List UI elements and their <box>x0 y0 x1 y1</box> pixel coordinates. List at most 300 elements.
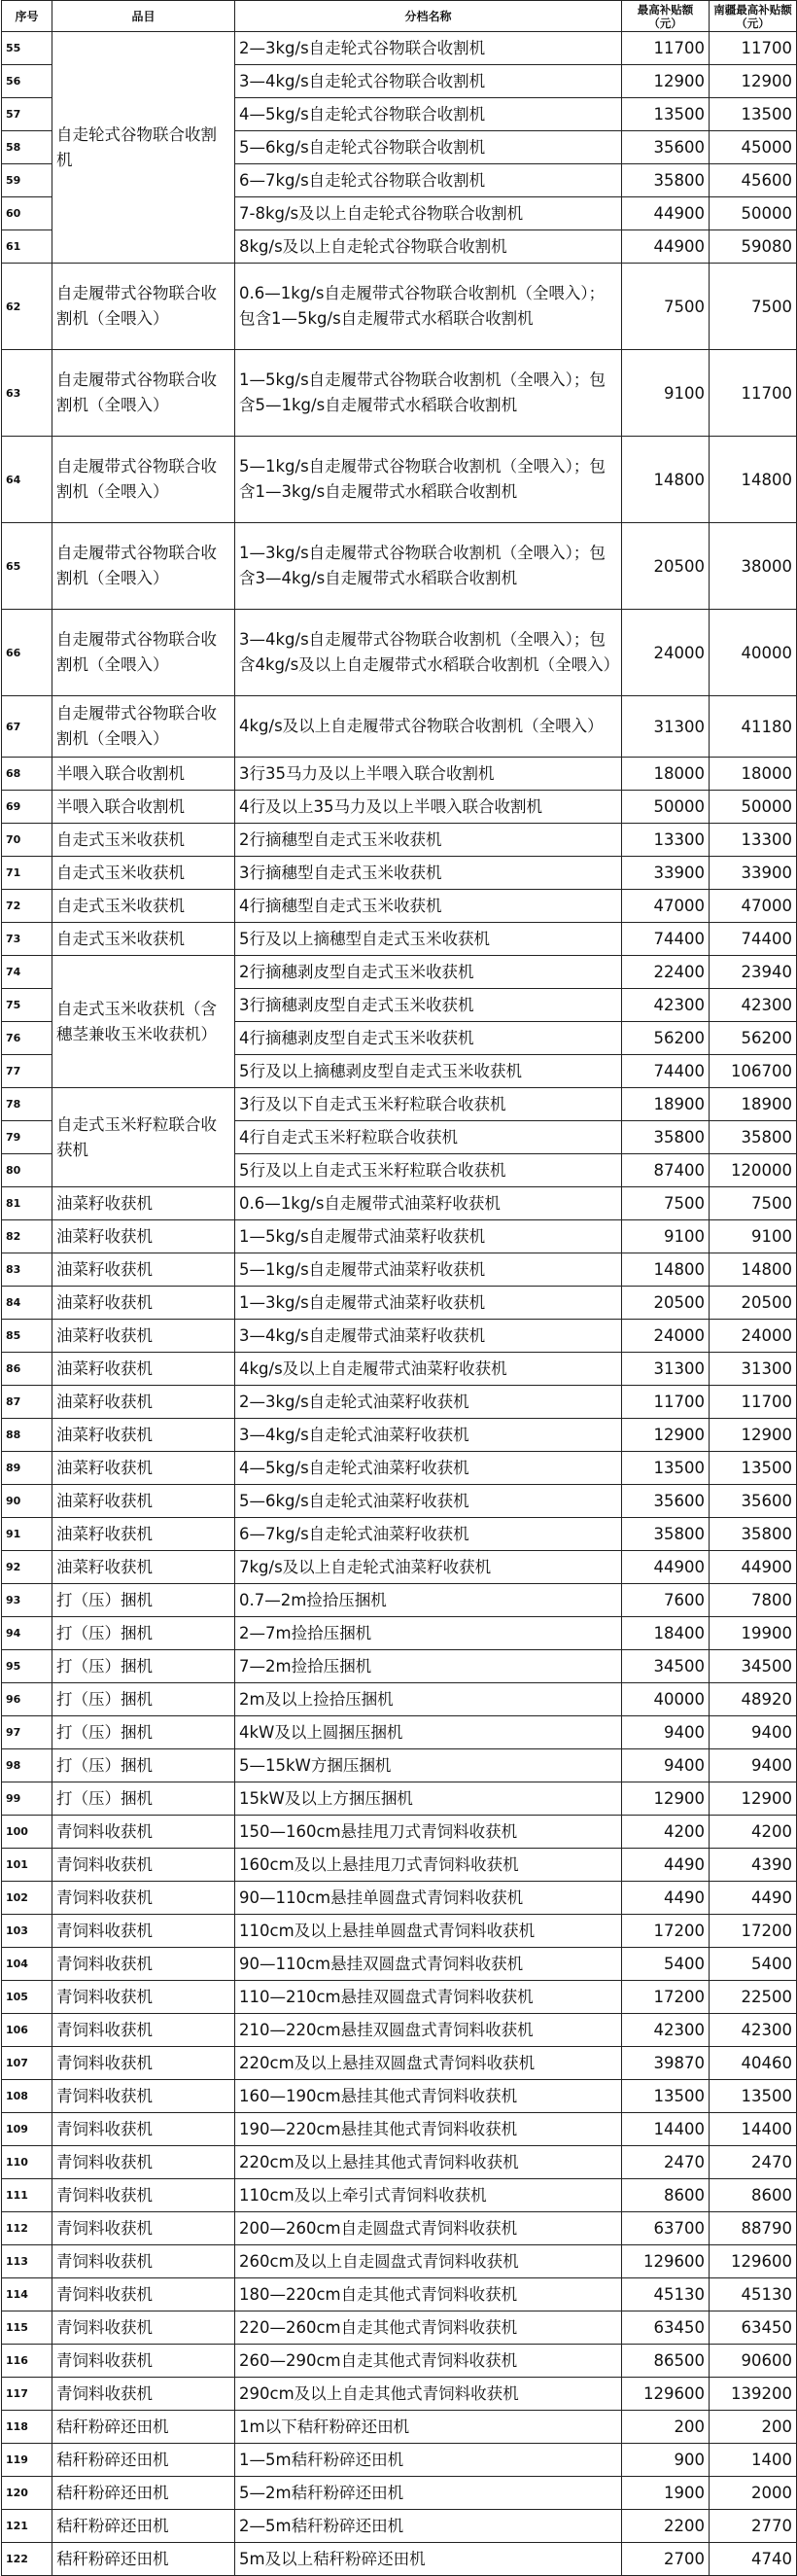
row-xinjiang-max: 139200 <box>710 2378 797 2411</box>
row-seq: 59 <box>2 164 52 197</box>
row-xinjiang-max: 120000 <box>710 1154 797 1187</box>
row-xinjiang-max: 12900 <box>710 65 797 98</box>
row-seq: 100 <box>2 1816 52 1849</box>
table-row <box>2 2278 797 2311</box>
row-spec: 4kg/s及以上自走履带式油菜籽收获机 <box>235 1353 622 1386</box>
row-product: 打（压）捆机 <box>52 1584 235 1617</box>
row-spec: 220cm及以上悬挂双圆盘式青饲料收获机 <box>235 2047 622 2080</box>
row-seq: 118 <box>2 2411 52 2444</box>
row-xinjiang-max: 14400 <box>710 2113 797 2146</box>
row-seq: 69 <box>2 791 52 824</box>
row-seq: 115 <box>2 2311 52 2345</box>
table-row <box>2 264 797 350</box>
row-seq: 105 <box>2 1981 52 2014</box>
table-row <box>2 824 797 857</box>
row-xinjiang-max: 4200 <box>710 1816 797 1849</box>
row-product: 青饲料收获机 <box>52 1948 235 1981</box>
table-row <box>2 2543 797 2576</box>
row-xinjiang-max: 48920 <box>710 1683 797 1716</box>
table-row <box>2 857 797 890</box>
row-seq: 80 <box>2 1154 52 1187</box>
row-max-subsidy: 2700 <box>622 2543 710 2576</box>
row-spec: 7—2m捡拾压捆机 <box>235 1650 622 1683</box>
row-spec: 4行摘穗剥皮型自走式玉米收获机 <box>235 1022 622 1055</box>
row-seq: 92 <box>2 1551 52 1584</box>
row-max-subsidy: 47000 <box>622 890 710 923</box>
table-row <box>2 923 797 956</box>
row-product: 秸秆粉碎还田机 <box>52 2510 235 2543</box>
row-product: 自走履带式谷物联合收割机（全喂入） <box>52 264 235 350</box>
row-xinjiang-max: 11700 <box>710 350 797 437</box>
row-spec: 1—3kg/s自走履带式谷物联合收割机（全喂入）；包含3—4kg/s自走履带式水稻联合收割机 <box>235 523 622 610</box>
row-spec: 3行摘穗型自走式玉米收获机 <box>235 857 622 890</box>
row-seq: 87 <box>2 1386 52 1419</box>
row-seq: 56 <box>2 65 52 98</box>
row-spec: 4kW及以上圆捆压捆机 <box>235 1716 622 1749</box>
row-xinjiang-max: 13500 <box>710 98 797 131</box>
table-row <box>2 2047 797 2080</box>
row-max-subsidy: 50000 <box>622 791 710 824</box>
row-product: 油菜籽收获机 <box>52 1187 235 1220</box>
table-row <box>2 2411 797 2444</box>
table-row <box>2 2212 797 2245</box>
row-max-subsidy: 20500 <box>622 523 710 610</box>
row-xinjiang-max: 9100 <box>710 1220 797 1253</box>
row-seq: 91 <box>2 1518 52 1551</box>
row-xinjiang-max: 35800 <box>710 1121 797 1154</box>
table-row <box>2 2510 797 2543</box>
row-max-subsidy: 42300 <box>622 989 710 1022</box>
row-xinjiang-max: 2000 <box>710 2477 797 2510</box>
row-seq: 62 <box>2 264 52 350</box>
row-product: 半喂入联合收割机 <box>52 758 235 791</box>
row-xinjiang-max: 34500 <box>710 1650 797 1683</box>
row-xinjiang-max: 44900 <box>710 1551 797 1584</box>
table-row <box>2 1816 797 1849</box>
header-seq: 序号 <box>2 1 52 32</box>
row-max-subsidy: 22400 <box>622 956 710 989</box>
table-row <box>2 1948 797 1981</box>
table-row <box>2 1518 797 1551</box>
row-xinjiang-max: 41180 <box>710 696 797 758</box>
row-spec: 6—7kg/s自走轮式谷物联合收割机 <box>235 164 622 197</box>
row-spec: 1—3kg/s自走履带式油菜籽收获机 <box>235 1287 622 1320</box>
row-xinjiang-max: 42300 <box>710 989 797 1022</box>
row-seq: 96 <box>2 1683 52 1716</box>
row-product: 青饲料收获机 <box>52 2212 235 2245</box>
row-xinjiang-max: 4390 <box>710 1849 797 1882</box>
row-product: 青饲料收获机 <box>52 1816 235 1849</box>
row-product: 青饲料收获机 <box>52 2146 235 2179</box>
row-max-subsidy: 39870 <box>622 2047 710 2080</box>
row-product: 青饲料收获机 <box>52 2378 235 2411</box>
row-xinjiang-max: 12900 <box>710 1782 797 1816</box>
row-product: 打（压）捆机 <box>52 1683 235 1716</box>
row-seq: 103 <box>2 1915 52 1948</box>
row-xinjiang-max: 9400 <box>710 1716 797 1749</box>
row-spec: 160cm及以上悬挂甩刀式青饲料收获机 <box>235 1849 622 1882</box>
row-xinjiang-max: 56200 <box>710 1022 797 1055</box>
row-product: 自走式玉米收获机 <box>52 857 235 890</box>
row-xinjiang-max: 106700 <box>710 1055 797 1088</box>
row-seq: 98 <box>2 1749 52 1782</box>
row-seq: 81 <box>2 1187 52 1220</box>
row-xinjiang-max: 42300 <box>710 2014 797 2047</box>
row-product: 自走履带式谷物联合收割机（全喂入） <box>52 350 235 437</box>
row-product: 秸秆粉碎还田机 <box>52 2477 235 2510</box>
row-spec: 5—6kg/s自走轮式油菜籽收获机 <box>235 1485 622 1518</box>
row-xinjiang-max: 35600 <box>710 1485 797 1518</box>
table-row <box>2 523 797 610</box>
row-product: 自走履带式谷物联合收割机（全喂入） <box>52 696 235 758</box>
row-spec: 180—220cm自走其他式青饲料收获机 <box>235 2278 622 2311</box>
row-spec: 3—4kg/s自走履带式油菜籽收获机 <box>235 1320 622 1353</box>
row-seq: 74 <box>2 956 52 989</box>
row-max-subsidy: 7600 <box>622 1584 710 1617</box>
row-max-subsidy: 87400 <box>622 1154 710 1187</box>
row-spec: 220cm及以上悬挂其他式青饲料收获机 <box>235 2146 622 2179</box>
row-seq: 58 <box>2 131 52 164</box>
row-max-subsidy: 5400 <box>622 1948 710 1981</box>
row-spec: 4行自走式玉米籽粒联合收获机 <box>235 1121 622 1154</box>
row-spec: 1—5kg/s自走履带式油菜籽收获机 <box>235 1220 622 1253</box>
row-seq: 122 <box>2 2543 52 2576</box>
row-seq: 110 <box>2 2146 52 2179</box>
row-max-subsidy: 35800 <box>622 164 710 197</box>
row-max-subsidy: 18000 <box>622 758 710 791</box>
row-spec: 110cm及以上悬挂单圆盘式青饲料收获机 <box>235 1915 622 1948</box>
row-max-subsidy: 35800 <box>622 1121 710 1154</box>
row-seq: 109 <box>2 2113 52 2146</box>
table-row <box>2 437 797 523</box>
row-spec: 110cm及以上牵引式青饲料收获机 <box>235 2179 622 2212</box>
row-max-subsidy: 7500 <box>622 1187 710 1220</box>
table-row <box>2 2179 797 2212</box>
row-spec: 3—4kg/s自走轮式油菜籽收获机 <box>235 1419 622 1452</box>
row-product: 青饲料收获机 <box>52 1849 235 1882</box>
row-max-subsidy: 14800 <box>622 1253 710 1287</box>
row-spec: 260—290cm自走其他式青饲料收获机 <box>235 2345 622 2378</box>
row-xinjiang-max: 17200 <box>710 1915 797 1948</box>
row-product: 自走履带式谷物联合收割机（全喂入） <box>52 610 235 696</box>
row-spec: 160—190cm悬挂其他式青饲料收获机 <box>235 2080 622 2113</box>
row-seq: 84 <box>2 1287 52 1320</box>
row-max-subsidy: 11700 <box>622 1386 710 1419</box>
row-max-subsidy: 9100 <box>622 1220 710 1253</box>
row-xinjiang-max: 50000 <box>710 791 797 824</box>
row-product: 青饲料收获机 <box>52 2179 235 2212</box>
row-xinjiang-max: 31300 <box>710 1353 797 1386</box>
row-xinjiang-max: 2770 <box>710 2510 797 2543</box>
row-max-subsidy: 11700 <box>622 32 710 65</box>
row-xinjiang-max: 12900 <box>710 1419 797 1452</box>
row-xinjiang-max: 18900 <box>710 1088 797 1121</box>
header-product: 品目 <box>52 1 235 32</box>
row-product: 自走式玉米收获机 <box>52 923 235 956</box>
row-spec: 220—260cm自走其他式青饲料收获机 <box>235 2311 622 2345</box>
table-row <box>2 1882 797 1915</box>
row-product: 青饲料收获机 <box>52 2047 235 2080</box>
row-spec: 0.7—2m捡拾压捆机 <box>235 1584 622 1617</box>
row-xinjiang-max: 63450 <box>710 2311 797 2345</box>
table-row <box>2 1419 797 1452</box>
row-xinjiang-max: 19900 <box>710 1617 797 1650</box>
row-product: 青饲料收获机 <box>52 1882 235 1915</box>
row-max-subsidy: 74400 <box>622 1055 710 1088</box>
row-xinjiang-max: 8600 <box>710 2179 797 2212</box>
row-xinjiang-max: 7500 <box>710 1187 797 1220</box>
table-row <box>2 1617 797 1650</box>
row-product: 油菜籽收获机 <box>52 1353 235 1386</box>
table-row <box>2 890 797 923</box>
row-xinjiang-max: 88790 <box>710 2212 797 2245</box>
row-max-subsidy: 14800 <box>622 437 710 523</box>
row-max-subsidy: 9400 <box>622 1749 710 1782</box>
table-row <box>2 2444 797 2477</box>
row-seq: 121 <box>2 2510 52 2543</box>
subsidy-table <box>1 0 797 2576</box>
row-seq: 67 <box>2 696 52 758</box>
row-seq: 99 <box>2 1782 52 1816</box>
row-product: 秸秆粉碎还田机 <box>52 2444 235 2477</box>
row-spec: 5—1kg/s自走履带式油菜籽收获机 <box>235 1253 622 1287</box>
row-max-subsidy: 56200 <box>622 1022 710 1055</box>
row-max-subsidy: 86500 <box>622 2345 710 2378</box>
row-spec: 4kg/s及以上自走履带式谷物联合收割机（全喂入） <box>235 696 622 758</box>
table-row <box>2 2146 797 2179</box>
table-row <box>2 1452 797 1485</box>
row-max-subsidy: 7500 <box>622 264 710 350</box>
table-row <box>2 1782 797 1816</box>
table-row <box>2 1650 797 1683</box>
row-seq: 85 <box>2 1320 52 1353</box>
row-max-subsidy: 200 <box>622 2411 710 2444</box>
row-spec: 90—110cm悬挂双圆盘式青饲料收获机 <box>235 1948 622 1981</box>
row-seq: 61 <box>2 230 52 264</box>
row-seq: 102 <box>2 1882 52 1915</box>
table-row <box>2 1353 797 1386</box>
row-seq: 90 <box>2 1485 52 1518</box>
row-xinjiang-max: 9400 <box>710 1749 797 1782</box>
row-xinjiang-max: 90600 <box>710 2345 797 2378</box>
table-row <box>2 1220 797 1253</box>
row-spec: 290cm及以上自走其他式青饲料收获机 <box>235 2378 622 2411</box>
row-spec: 1—5m秸秆粉碎还田机 <box>235 2444 622 2477</box>
row-xinjiang-max: 59080 <box>710 230 797 264</box>
row-xinjiang-max: 4490 <box>710 1882 797 1915</box>
row-max-subsidy: 74400 <box>622 923 710 956</box>
table-row <box>2 1485 797 1518</box>
row-spec: 2—7m捡拾压捆机 <box>235 1617 622 1650</box>
row-seq: 112 <box>2 2212 52 2245</box>
row-spec: 200—260cm自走圆盘式青饲料收获机 <box>235 2212 622 2245</box>
row-spec: 0.6—1kg/s自走履带式谷物联合收割机（全喂入）；包含1—5kg/s自走履带式水稻联合收割机 <box>235 264 622 350</box>
row-xinjiang-max: 40460 <box>710 2047 797 2080</box>
row-spec: 3行及以下自走式玉米籽粒联合收获机 <box>235 1088 622 1121</box>
row-spec: 2行摘穗剥皮型自走式玉米收获机 <box>235 956 622 989</box>
row-seq: 119 <box>2 2444 52 2477</box>
row-product: 打（压）捆机 <box>52 1749 235 1782</box>
table-row <box>2 956 797 989</box>
row-seq: 78 <box>2 1088 52 1121</box>
row-xinjiang-max: 40000 <box>710 610 797 696</box>
table-row <box>2 1320 797 1353</box>
row-xinjiang-max: 23940 <box>710 956 797 989</box>
row-spec: 5行及以上摘穗剥皮型自走式玉米收获机 <box>235 1055 622 1088</box>
row-spec: 210—220cm悬挂双圆盘式青饲料收获机 <box>235 2014 622 2047</box>
table-row <box>2 610 797 696</box>
table-body <box>2 32 797 2576</box>
row-spec: 5行及以上自走式玉米籽粒联合收获机 <box>235 1154 622 1187</box>
row-xinjiang-max: 45130 <box>710 2278 797 2311</box>
row-max-subsidy: 35600 <box>622 131 710 164</box>
row-product: 半喂入联合收割机 <box>52 791 235 824</box>
row-seq: 101 <box>2 1849 52 1882</box>
table-row <box>2 32 797 65</box>
row-max-subsidy: 12900 <box>622 1419 710 1452</box>
row-seq: 64 <box>2 437 52 523</box>
row-xinjiang-max: 38000 <box>710 523 797 610</box>
row-spec: 2行摘穗型自走式玉米收获机 <box>235 824 622 857</box>
row-xinjiang-max: 14800 <box>710 1253 797 1287</box>
row-product: 青饲料收获机 <box>52 2113 235 2146</box>
row-seq: 108 <box>2 2080 52 2113</box>
row-spec: 5—15kW方捆压捆机 <box>235 1749 622 1782</box>
row-seq: 106 <box>2 2014 52 2047</box>
row-xinjiang-max: 7800 <box>710 1584 797 1617</box>
row-spec: 90—110cm悬挂单圆盘式青饲料收获机 <box>235 1882 622 1915</box>
row-seq: 116 <box>2 2345 52 2378</box>
row-spec: 6—7kg/s自走轮式油菜籽收获机 <box>235 1518 622 1551</box>
row-max-subsidy: 12900 <box>622 1782 710 1816</box>
table-row <box>2 350 797 437</box>
header-spec: 分档名称 <box>235 1 622 32</box>
row-spec: 5—1kg/s自走履带式谷物联合收割机（全喂入）；包含1—3kg/s自走履带式水稻联合收割机 <box>235 437 622 523</box>
row-seq: 76 <box>2 1022 52 1055</box>
row-max-subsidy: 13500 <box>622 2080 710 2113</box>
row-product: 自走轮式谷物联合收割机 <box>52 32 235 264</box>
row-product: 油菜籽收获机 <box>52 1287 235 1320</box>
row-xinjiang-max: 50000 <box>710 197 797 230</box>
row-product: 秸秆粉碎还田机 <box>52 2411 235 2444</box>
row-spec: 2—5m秸秆粉碎还田机 <box>235 2510 622 2543</box>
table-row <box>2 2245 797 2278</box>
row-xinjiang-max: 18000 <box>710 758 797 791</box>
row-seq: 65 <box>2 523 52 610</box>
row-max-subsidy: 42300 <box>622 2014 710 2047</box>
table-row <box>2 2378 797 2411</box>
table-row <box>2 1981 797 2014</box>
row-xinjiang-max: 11700 <box>710 1386 797 1419</box>
row-spec: 1m以下秸秆粉碎还田机 <box>235 2411 622 2444</box>
row-seq: 75 <box>2 989 52 1022</box>
table-row <box>2 1088 797 1121</box>
row-product: 青饲料收获机 <box>52 1981 235 2014</box>
row-spec: 3—4kg/s自走轮式谷物联合收割机 <box>235 65 622 98</box>
row-max-subsidy: 63450 <box>622 2311 710 2345</box>
row-product: 油菜籽收获机 <box>52 1386 235 1419</box>
row-seq: 83 <box>2 1253 52 1287</box>
row-xinjiang-max: 14800 <box>710 437 797 523</box>
row-spec: 4行摘穗型自走式玉米收获机 <box>235 890 622 923</box>
row-max-subsidy: 4490 <box>622 1849 710 1882</box>
row-product: 自走式玉米籽粒联合收获机 <box>52 1088 235 1187</box>
row-seq: 72 <box>2 890 52 923</box>
table-row <box>2 1584 797 1617</box>
row-xinjiang-max: 200 <box>710 2411 797 2444</box>
table-row <box>2 2080 797 2113</box>
row-seq: 97 <box>2 1716 52 1749</box>
row-max-subsidy: 24000 <box>622 1320 710 1353</box>
row-max-subsidy: 1900 <box>622 2477 710 2510</box>
row-product: 油菜籽收获机 <box>52 1220 235 1253</box>
row-product: 打（压）捆机 <box>52 1716 235 1749</box>
row-max-subsidy: 17200 <box>622 1915 710 1948</box>
table-row <box>2 1287 797 1320</box>
row-spec: 260cm及以上自走圆盘式青饲料收获机 <box>235 2245 622 2278</box>
row-seq: 117 <box>2 2378 52 2411</box>
row-spec: 7kg/s及以上自走轮式油菜籽收获机 <box>235 1551 622 1584</box>
row-max-subsidy: 2200 <box>622 2510 710 2543</box>
row-seq: 70 <box>2 824 52 857</box>
row-max-subsidy: 45130 <box>622 2278 710 2311</box>
row-xinjiang-max: 13500 <box>710 2080 797 2113</box>
row-xinjiang-max: 5400 <box>710 1948 797 1981</box>
row-spec: 4—5kg/s自走轮式油菜籽收获机 <box>235 1452 622 1485</box>
row-product: 青饲料收获机 <box>52 2080 235 2113</box>
row-max-subsidy: 20500 <box>622 1287 710 1320</box>
row-spec: 110—210cm悬挂双圆盘式青饲料收获机 <box>235 1981 622 2014</box>
row-xinjiang-max: 1400 <box>710 2444 797 2477</box>
row-seq: 71 <box>2 857 52 890</box>
row-xinjiang-max: 22500 <box>710 1981 797 2014</box>
row-max-subsidy: 31300 <box>622 1353 710 1386</box>
table-row <box>2 791 797 824</box>
row-max-subsidy: 63700 <box>622 2212 710 2245</box>
row-xinjiang-max: 2470 <box>710 2146 797 2179</box>
row-seq: 89 <box>2 1452 52 1485</box>
row-spec: 7-8kg/s及以上自走轮式谷物联合收割机 <box>235 197 622 230</box>
row-spec: 2m及以上捡拾压捆机 <box>235 1683 622 1716</box>
row-product: 油菜籽收获机 <box>52 1485 235 1518</box>
row-spec: 15kW及以上方捆压捆机 <box>235 1782 622 1816</box>
row-xinjiang-max: 74400 <box>710 923 797 956</box>
row-max-subsidy: 31300 <box>622 696 710 758</box>
row-seq: 120 <box>2 2477 52 2510</box>
table-row <box>2 1749 797 1782</box>
table-row <box>2 696 797 758</box>
table-row <box>2 2477 797 2510</box>
row-seq: 94 <box>2 1617 52 1650</box>
table-row <box>2 1551 797 1584</box>
row-max-subsidy: 2470 <box>622 2146 710 2179</box>
row-spec: 4—5kg/s自走轮式谷物联合收割机 <box>235 98 622 131</box>
row-xinjiang-max: 33900 <box>710 857 797 890</box>
row-xinjiang-max: 24000 <box>710 1320 797 1353</box>
row-spec: 3—4kg/s自走履带式谷物联合收割机（全喂入）；包含4kg/s及以上自走履带式水稻联合收割机（全喂入） <box>235 610 622 696</box>
row-max-subsidy: 17200 <box>622 1981 710 2014</box>
row-product: 打（压）捆机 <box>52 1650 235 1683</box>
row-product: 油菜籽收获机 <box>52 1419 235 1452</box>
table-row <box>2 1683 797 1716</box>
row-product: 青饲料收获机 <box>52 2245 235 2278</box>
row-spec: 190—220cm悬挂其他式青饲料收获机 <box>235 2113 622 2146</box>
row-max-subsidy: 18400 <box>622 1617 710 1650</box>
row-max-subsidy: 34500 <box>622 1650 710 1683</box>
row-seq: 95 <box>2 1650 52 1683</box>
row-seq: 63 <box>2 350 52 437</box>
table-row <box>2 2311 797 2345</box>
